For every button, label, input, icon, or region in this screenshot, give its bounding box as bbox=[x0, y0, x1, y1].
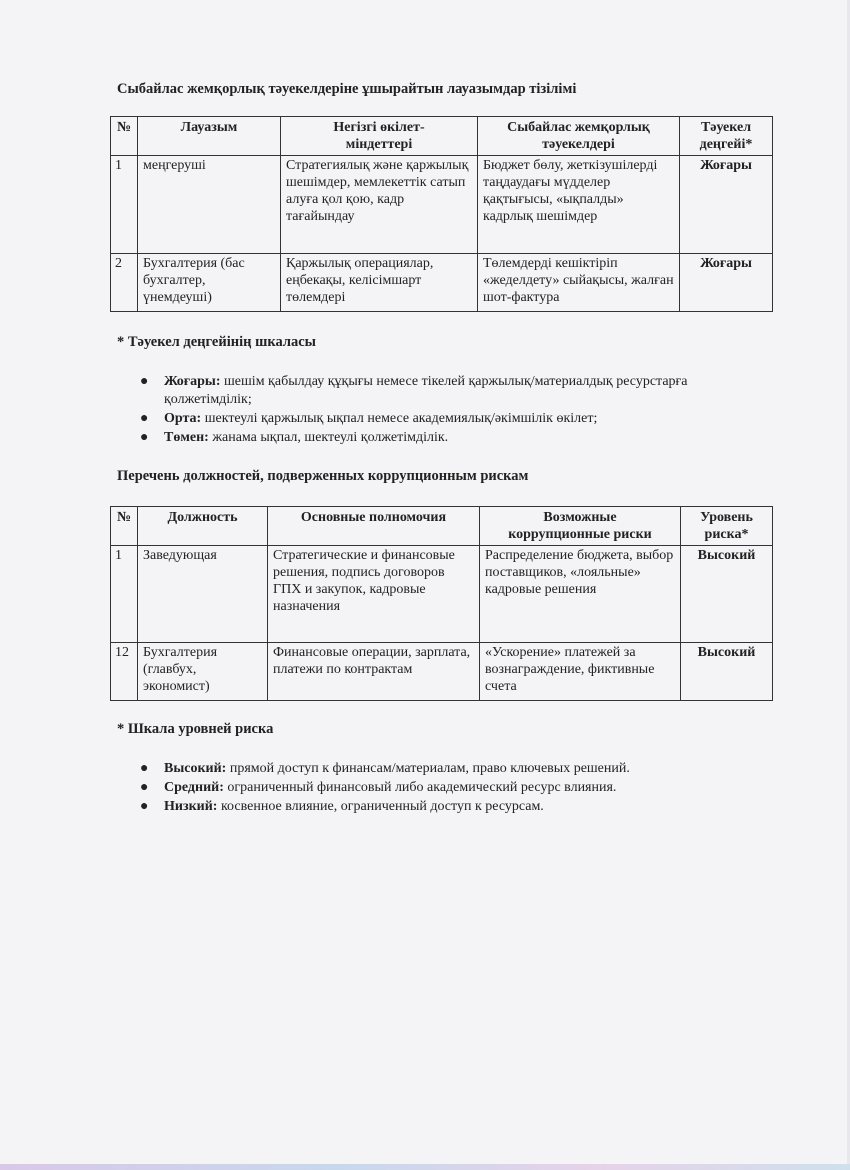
scale-text: прямой доступ к финансам/материалам, право ключевых решений. bbox=[226, 761, 630, 776]
ru-row1-risks: Распределение бюджета, выбор поставщиков, «лояльные» кадровые решения bbox=[480, 546, 681, 643]
scale-term: Орта: bbox=[164, 411, 202, 426]
list-item bbox=[138, 373, 758, 409]
ru-header-row bbox=[111, 507, 773, 546]
bullet-icon: ● bbox=[140, 430, 149, 445]
kz-row2-position: Бухгалтерия (бас бухгалтер, үнемдеуші) bbox=[138, 254, 281, 312]
kz-header-num: № bbox=[111, 117, 138, 156]
scale-term: Төмен: bbox=[164, 430, 209, 445]
ru-row1-position: Заведующая bbox=[138, 546, 268, 643]
kz-row1-num: 1 bbox=[111, 156, 138, 254]
table-row bbox=[111, 643, 773, 701]
kz-header-row bbox=[111, 117, 773, 156]
scale-term: Высокий: bbox=[164, 761, 227, 776]
ru-scale-list bbox=[138, 760, 758, 817]
kz-row1-level: Жоғары bbox=[680, 156, 773, 254]
kz-row1-risks: Бюджет бөлу, жеткізушілерді таңдаудағы мүдделер қақтығысы, «ықпалды» кадрлық шешімдер bbox=[478, 156, 680, 254]
scale-text: ограниченный финансовый либо академический ресурс влияния. bbox=[223, 780, 617, 795]
list-item bbox=[138, 779, 758, 797]
scan-edge-bottom bbox=[0, 1164, 850, 1170]
list-item bbox=[138, 429, 758, 447]
scale-text: жанама ықпал, шектеулі қолжетімділік. bbox=[208, 430, 449, 445]
kz-row2-level: Жоғары bbox=[680, 254, 773, 312]
table-row bbox=[111, 546, 773, 643]
ru-row2-num: 12 bbox=[111, 643, 138, 701]
bullet-icon: ● bbox=[140, 374, 149, 389]
scale-text: шектеулі қаржылық ықпал немесе академиялық/әкімшілік өкілет; bbox=[201, 411, 598, 426]
bullet-icon: ● bbox=[140, 780, 149, 795]
ru-row1-level: Высокий bbox=[681, 546, 773, 643]
kz-row2-num: 2 bbox=[111, 254, 138, 312]
ru-header-num: № bbox=[111, 507, 138, 546]
kz-row2-risks: Төлемдерді кешіктіріп «жеделдету» сыйақысы, жалған шот-фактура bbox=[478, 254, 680, 312]
ru-row2-risks: «Ускорение» платежей за вознаграждение, фиктивные счета bbox=[480, 643, 681, 701]
ru-header-level: Уровень риска* bbox=[681, 507, 773, 546]
scale-term: Низкий: bbox=[164, 799, 218, 814]
list-item bbox=[138, 798, 758, 816]
scale-term: Жоғары: bbox=[164, 374, 221, 389]
kz-row1-duties: Стратегиялық және қаржылық шешімдер, мемлекеттік сатып алуға қол қою, кадр тағайындау bbox=[281, 156, 478, 254]
ru-row2-duties: Финансовые операции, зарплата, платежи по контрактам bbox=[268, 643, 480, 701]
table-row bbox=[111, 254, 773, 312]
scale-term: Средний: bbox=[164, 780, 224, 795]
ru-risk-table bbox=[110, 506, 773, 701]
list-item bbox=[138, 410, 758, 428]
bullet-icon: ● bbox=[140, 799, 149, 814]
kz-table-title: Сыбайлас жемқорлық тәуекелдеріне ұшырайтын лауазымдар тізілімі bbox=[117, 81, 577, 97]
ru-row2-position: Бухгалтерия (главбух, экономист) bbox=[138, 643, 268, 701]
scale-text: косвенное влияние, ограниченный доступ к ресурсам. bbox=[217, 799, 544, 814]
kz-header-level: Тәуекел деңгейі* bbox=[680, 117, 773, 156]
ru-row1-num: 1 bbox=[111, 546, 138, 643]
table-row bbox=[111, 156, 773, 254]
ru-row1-duties: Стратегические и финансовые решения, подпись договоров ГПХ и закупок, кадровые назначения bbox=[268, 546, 480, 643]
ru-header-duties: Основные полномочия bbox=[268, 507, 480, 546]
bullet-icon: ● bbox=[140, 411, 149, 426]
kz-row2-duties: Қаржылық операциялар, еңбекақы, келісімшарт төлемдері bbox=[281, 254, 478, 312]
list-item bbox=[138, 760, 758, 778]
kz-header-risks: Сыбайлас жемқорлық тәуекелдері bbox=[478, 117, 680, 156]
scale-text: шешім қабылдау құқығы немесе тікелей қаржылық/материалдық ресурстарға қолжетімділік; bbox=[164, 374, 688, 407]
bullet-icon: ● bbox=[140, 761, 149, 776]
ru-table-title: Перечень должностей, подверженных коррупционным рискам bbox=[117, 468, 529, 484]
ru-header-risks: Возможные коррупционные риски bbox=[480, 507, 681, 546]
ru-header-position: Должность bbox=[138, 507, 268, 546]
kz-risk-table bbox=[110, 116, 773, 312]
ru-row2-level: Высокий bbox=[681, 643, 773, 701]
kz-scale-title: * Тәуекел деңгейінің шкаласы bbox=[117, 334, 317, 350]
ru-scale-title: * Шкала уровней риска bbox=[117, 721, 274, 737]
kz-header-position: Лауазым bbox=[138, 117, 281, 156]
kz-scale-list bbox=[138, 373, 758, 448]
kz-header-duties: Негізгі өкілет- міндеттері bbox=[281, 117, 478, 156]
kz-row1-position: меңгеруші bbox=[138, 156, 281, 254]
